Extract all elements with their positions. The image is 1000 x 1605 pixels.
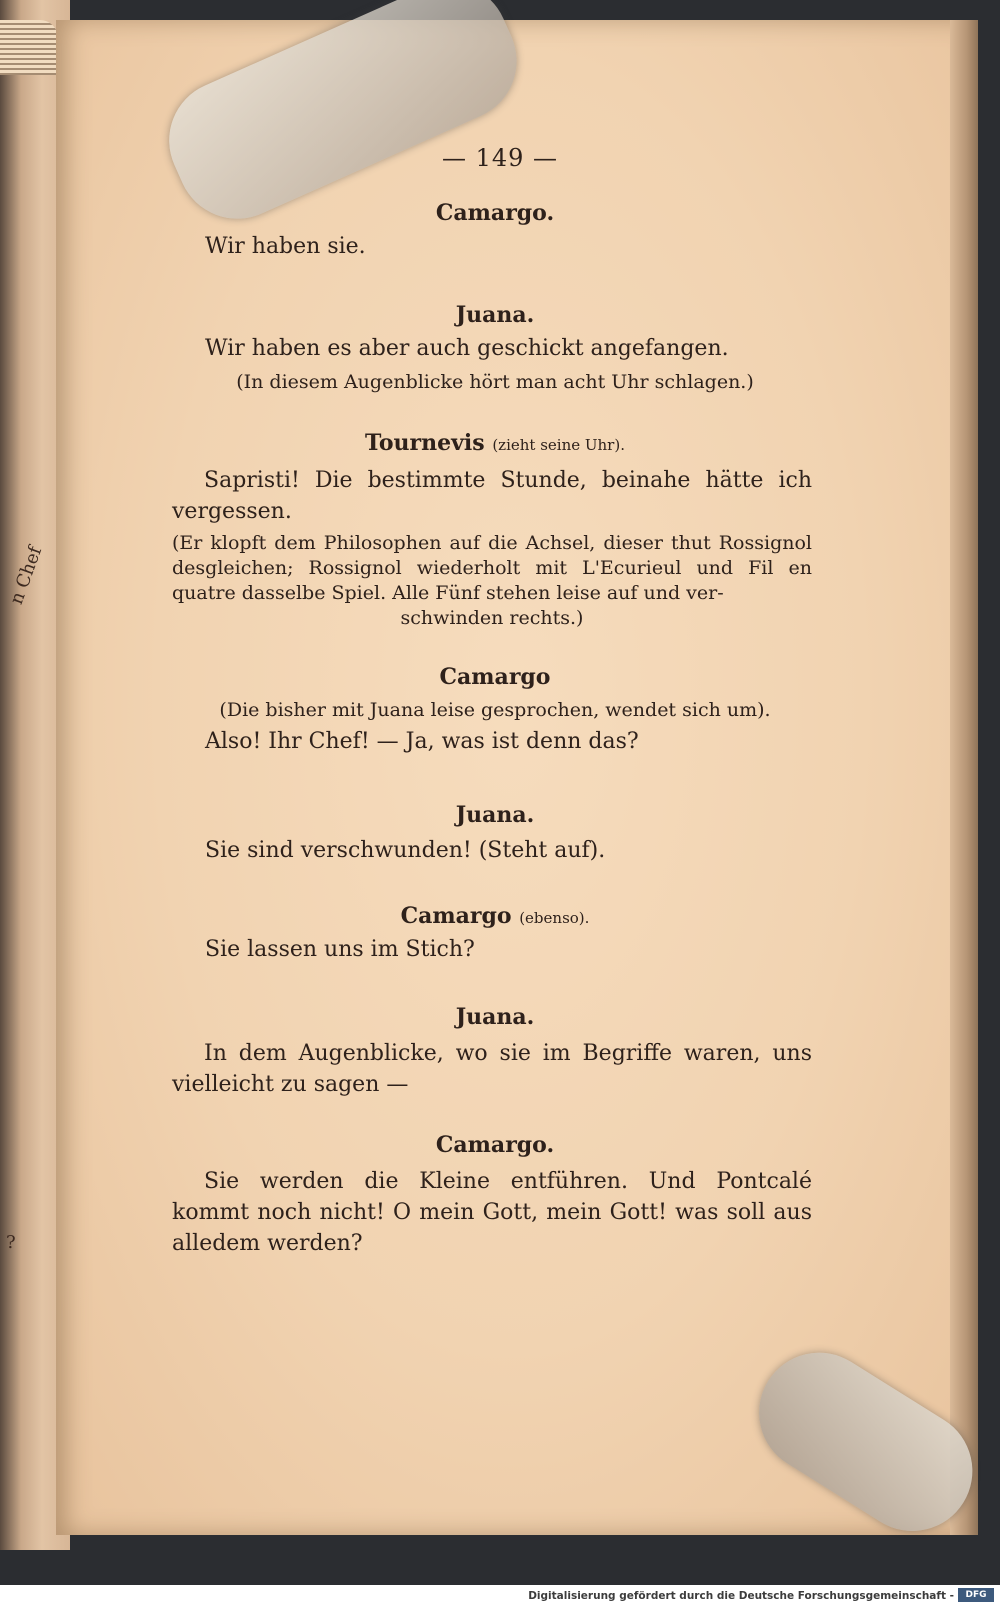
speech-block <box>172 1038 812 1100</box>
speech-text: Sie werden die Kleine entführen. Und Pontcalé kommt noch nicht! O mein Gott, mein Gott! was soll aus alledem werden? <box>172 1169 812 1256</box>
speaker-name: Camargo. <box>435 200 555 226</box>
footer-credit: Digitalisierung gefördert durch die Deutsche Forschungsgemeinschaft - <box>528 1590 954 1602</box>
stage-direction-end: schwinden rechts.) <box>400 607 584 629</box>
speech-text: In dem Augenblicke, wo sie im Begriffe waren, uns vielleicht zu sagen — <box>172 1041 812 1097</box>
speaker-heading <box>0 430 990 456</box>
speech-text: Sapristi! Die bestimmte Stunde, beinahe hätte ich vergessen. <box>172 468 812 524</box>
speaker-name: Juana. <box>455 1004 535 1030</box>
speech-line: Sie lassen uns im Stich? <box>205 937 475 962</box>
speaker-name: Juana. <box>455 302 535 328</box>
speaker-name: Camargo <box>400 903 512 929</box>
speech-line: Sie sind verschwunden! (Steht auf). <box>205 838 606 863</box>
book-page <box>56 20 966 1535</box>
speech-block <box>172 465 812 527</box>
speech-line: Also! Ihr Chef! — Ja, was ist denn das? <box>205 729 639 754</box>
speaker-name: Camargo. <box>435 1132 555 1158</box>
speaker-aside: (ebenso). <box>519 909 590 927</box>
margin-text-fragment: n Chef <box>6 543 47 608</box>
left-page-edges <box>0 20 58 75</box>
margin-question-mark: ? <box>6 1232 16 1253</box>
speech-line: Wir haben es aber auch geschickt angefangen. <box>205 336 729 361</box>
speech-block <box>172 1166 812 1259</box>
speaker-name: Tournevis <box>365 430 485 456</box>
speaker-name: Juana. <box>455 802 535 828</box>
stage-direction: (In diesem Augenblicke hört man acht Uhr schlagen.) <box>236 371 754 393</box>
speech-line: Wir haben sie. <box>205 234 366 259</box>
speaker-heading <box>0 903 990 929</box>
footer-bar <box>0 1585 1000 1605</box>
dfg-logo-icon: DFG <box>958 1588 994 1602</box>
speaker-aside: (zieht seine Uhr). <box>492 436 625 454</box>
stage-direction: (Die bisher mit Juana leise gesprochen, wendet sich um). <box>219 699 771 721</box>
page-number: — 149 — <box>441 144 559 172</box>
stage-direction: (Er klopft dem Philosophen auf die Achsel, dieser thut Rossignol desgleichen; Rossignol wiederholt mit L'Ecurieul und Fil en quatre dasselbe Spiel. Alle Fünf stehen leise auf und ver- <box>172 532 812 604</box>
page-right-edge <box>950 20 978 1535</box>
stage-direction-block <box>172 531 812 631</box>
speaker-name: Camargo <box>439 664 551 690</box>
